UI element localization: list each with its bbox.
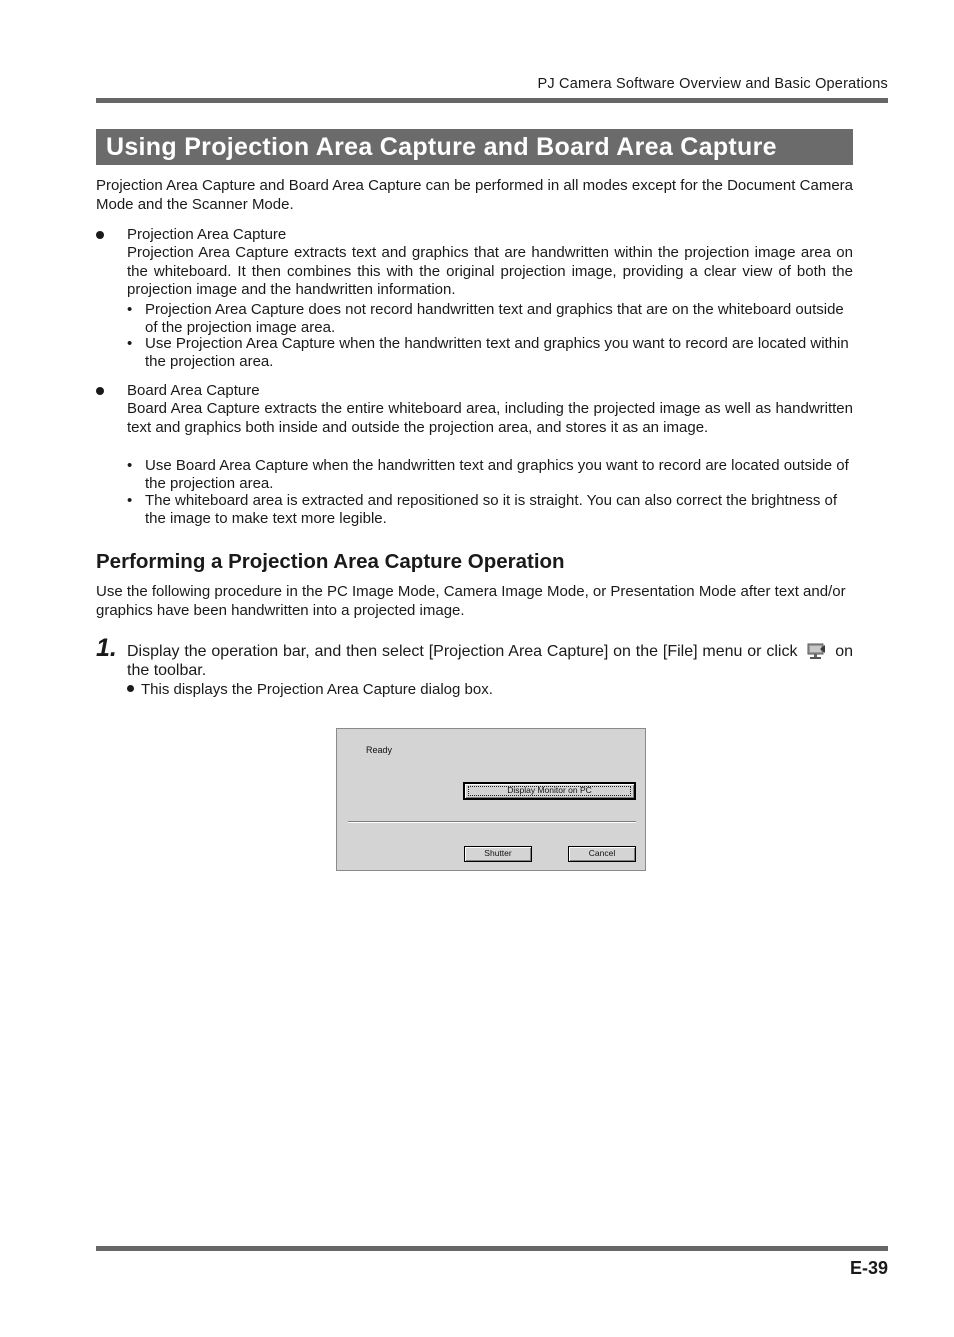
dialog-separator bbox=[348, 821, 636, 823]
projection-capture-dialog bbox=[336, 728, 646, 871]
step-text bbox=[127, 642, 853, 680]
bullet-heading-projection: Projection Area Capture bbox=[127, 226, 287, 243]
sub-bullet-text: Use Board Area Capture when the handwritten text and graphics you want to record are located outside of the projection area. bbox=[145, 457, 849, 492]
intro-paragraph: Projection Area Capture and Board Area Capture can be performed in all modes except for the Document Camera Mode and the Scanner Mode. bbox=[96, 177, 853, 213]
projection-capture-icon[interactable] bbox=[806, 643, 826, 660]
header-rule bbox=[96, 98, 888, 103]
display-monitor-button[interactable] bbox=[463, 782, 636, 800]
dialog-status: Ready bbox=[366, 745, 393, 755]
section-intro: Use the following procedure in the PC Image Mode, Camera Image Mode, or Presentation Mode after text and/or graphics have been handwritten into a projected image. bbox=[96, 583, 846, 619]
running-header: PJ Camera Software Overview and Basic Operations bbox=[537, 76, 888, 92]
bullet-body-projection: Projection Area Capture extracts text and graphics that are handwritten within the projection image area on the whiteboard. It then combines this with the original projection image, providing a clear view of both the projection image and the handwritten information. bbox=[127, 244, 853, 299]
step-number: 1. bbox=[96, 634, 117, 662]
bullet-dot-icon bbox=[127, 681, 141, 698]
bullet-dot-icon bbox=[96, 381, 104, 400]
sub-bullet-text: The whiteboard area is extracted and repositioned so it is straight. You can also correct the brightness of the image to make text more legible. bbox=[145, 492, 838, 527]
footer-rule bbox=[96, 1246, 888, 1251]
section-title: Performing a Projection Area Capture Operation bbox=[96, 550, 565, 573]
sub-bullet-text: Projection Area Capture does not record handwritten text and graphics that are on the whiteboard outside of the projection image area. bbox=[145, 301, 844, 336]
display-monitor-label: Display Monitor on PC bbox=[507, 785, 592, 795]
shutter-button[interactable]: Shutter bbox=[464, 846, 532, 862]
cancel-button[interactable]: Cancel bbox=[568, 846, 636, 862]
step-text-after: on the toolbar. bbox=[127, 643, 853, 679]
sub-bullet bbox=[127, 457, 853, 492]
sub-bullet bbox=[127, 335, 853, 370]
bullet-dot-icon bbox=[96, 225, 104, 244]
sub-bullet-icon: • bbox=[127, 492, 133, 509]
step-text-before: Display the operation bar, and then select [Projection Area Capture] on the [File] menu or click bbox=[127, 643, 798, 660]
sub-bullet-icon: • bbox=[127, 457, 133, 474]
step-note-text: This displays the Projection Area Capture dialog box. bbox=[141, 681, 493, 698]
sub-bullet-icon: • bbox=[127, 335, 133, 352]
page-number: E-39 bbox=[849, 1258, 888, 1278]
sub-bullet-icon: • bbox=[127, 301, 133, 318]
sub-bullet-text: Use Projection Area Capture when the handwritten text and graphics you want to record are located within the projection area. bbox=[145, 335, 849, 370]
sub-bullet bbox=[127, 492, 853, 527]
bullet-body-board: Board Area Capture extracts the entire whiteboard area, including the projected image as well as handwritten text and graphics both inside and outside the projection area, and stores it as an image. bbox=[127, 400, 853, 436]
page-title: Using Projection Area Capture and Board Area Capture bbox=[96, 129, 853, 165]
step-note bbox=[127, 681, 493, 699]
sub-bullet bbox=[127, 301, 853, 336]
bullet-heading-board: Board Area Capture bbox=[127, 382, 260, 399]
